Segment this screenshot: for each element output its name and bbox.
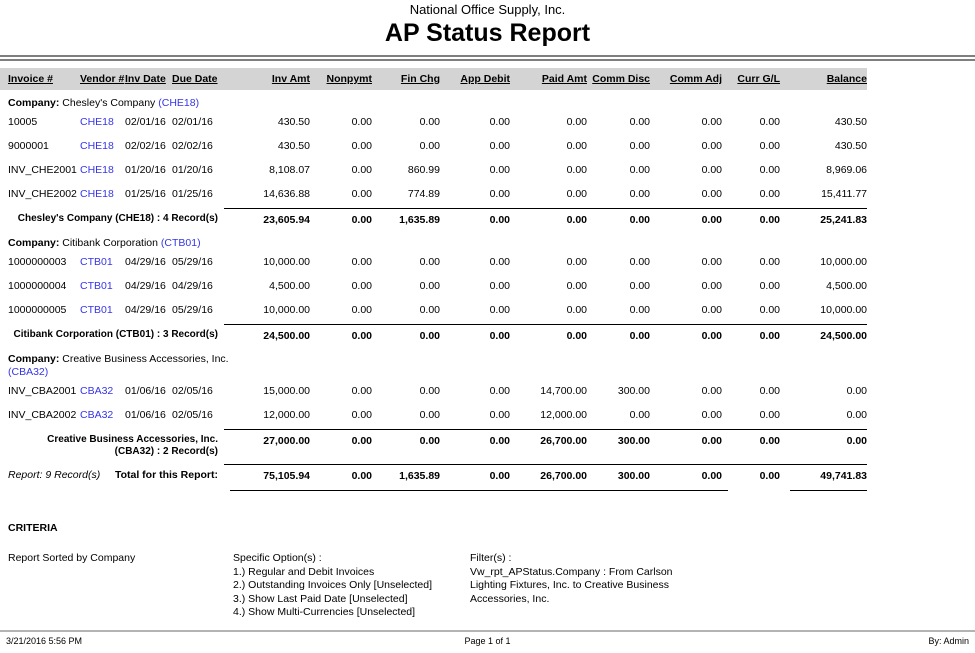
cell-balance: 430.50: [834, 140, 867, 152]
total-comm-adj: 0.00: [650, 429, 722, 451]
cell-comm-adj: 0.00: [701, 188, 722, 200]
cell-curr-gl: 0.00: [759, 164, 780, 176]
cell-due-date: 02/05/16: [172, 409, 213, 421]
cell-invoice: INV_CBA2001: [8, 385, 77, 397]
cell-inv-date: 04/29/16: [125, 280, 166, 292]
cell-due-date: 01/25/16: [172, 188, 213, 200]
cell-comm-adj: 0.00: [701, 140, 722, 152]
cell-due-date: 05/29/16: [172, 256, 213, 268]
total-app-debit: 0.00: [440, 429, 510, 451]
cell-inv-date: 01/06/16: [125, 409, 166, 421]
cell-inv-date: 01/06/16: [125, 385, 166, 397]
footer-datetime: 3/21/2016 5:56 PM: [6, 636, 83, 646]
criteria-filters: [470, 552, 700, 620]
cell-comm-disc: 0.00: [629, 140, 650, 152]
cell-comm-disc: 0.00: [629, 409, 650, 421]
cell-inv-amt: 430.50: [277, 116, 310, 128]
vendor-code-link[interactable]: CBA32: [80, 385, 114, 397]
total-comm-adj: 0.00: [650, 324, 722, 346]
cell-inv-amt: 10,000.00: [263, 256, 310, 268]
vendor-code-link[interactable]: CTB01: [80, 304, 113, 316]
cell-paid-amt: 0.00: [566, 256, 587, 268]
report-total-underline: [0, 486, 867, 498]
cell-curr-gl: 0.00: [759, 280, 780, 292]
total-app-debit: 0.00: [440, 208, 510, 230]
invoice-rows: [0, 250, 975, 322]
total-curr-gl: 0.00: [722, 324, 780, 346]
company-header: [0, 237, 262, 250]
cell-paid-amt: 0.00: [566, 116, 587, 128]
total-nonpymt: 0.00: [310, 429, 372, 451]
cell-balance: 10,000.00: [820, 304, 867, 316]
vendor-code-link[interactable]: CHE18: [80, 116, 114, 128]
cell-inv-date: 02/02/16: [125, 140, 166, 152]
cell-invoice: INV_CHE2002: [8, 188, 77, 200]
company-total-label: Citibank Corporation (CTB01) : 3 Record(s): [13, 329, 218, 340]
table-row: [0, 298, 867, 322]
cell-inv-date: 04/29/16: [125, 256, 166, 268]
cell-paid-amt: 0.00: [566, 304, 587, 316]
cell-invoice: INV_CHE2001: [8, 164, 77, 176]
total-fin-chg: 1,635.89: [372, 208, 440, 230]
invoice-rows: [0, 110, 975, 206]
column-header-balance: Balance: [826, 73, 867, 85]
cell-paid-amt: 14,700.00: [540, 385, 587, 397]
cell-paid-amt: 0.00: [566, 164, 587, 176]
column-header-invoice: Invoice #: [8, 73, 53, 85]
total-inv-amt: 23,605.94: [224, 208, 310, 230]
total-paid-amt: 26,700.00: [510, 429, 587, 451]
column-header-vendor: Vendor #: [80, 73, 125, 85]
cell-comm-adj: 0.00: [701, 409, 722, 421]
cell-balance: 0.00: [846, 409, 867, 421]
cell-fin-chg: 0.00: [419, 140, 440, 152]
criteria-options: [233, 552, 470, 620]
cell-fin-chg: 860.99: [407, 164, 440, 176]
cell-app-debit: 0.00: [489, 385, 510, 397]
cell-comm-adj: 0.00: [701, 164, 722, 176]
vendor-code-link[interactable]: CHE18: [80, 188, 114, 200]
cell-inv-amt: 15,000.00: [263, 385, 310, 397]
cell-app-debit: 0.00: [489, 140, 510, 152]
total-app-debit: 0.00: [440, 324, 510, 346]
company-total-row: [0, 208, 867, 230]
table-row: [0, 403, 867, 427]
cell-fin-chg: 0.00: [419, 385, 440, 397]
cell-curr-gl: 0.00: [759, 256, 780, 268]
column-header-curr-gl: Curr G/L: [737, 73, 780, 85]
cell-comm-adj: 0.00: [701, 304, 722, 316]
cell-balance: 10,000.00: [820, 256, 867, 268]
vendor-code-link[interactable]: CHE18: [80, 140, 114, 152]
report-header-company: National Office Supply, Inc.: [409, 2, 566, 17]
total-comm-adj: 0.00: [650, 464, 722, 486]
company-total-row: [0, 324, 867, 346]
criteria-heading: CRITERIA: [8, 522, 58, 534]
vendor-code-link[interactable]: CHE18: [80, 164, 114, 176]
report-record-count: Report: 9 Record(s): [8, 469, 101, 481]
cell-app-debit: 0.00: [489, 409, 510, 421]
cell-comm-disc: 0.00: [629, 188, 650, 200]
table-row: [0, 158, 867, 182]
total-fin-chg: 0.00: [372, 324, 440, 346]
cell-comm-adj: 0.00: [701, 280, 722, 292]
column-header-fin-chg: Fin Chg: [400, 73, 440, 85]
total-nonpymt: 0.00: [310, 464, 372, 486]
cell-invoice: 1000000004: [8, 280, 67, 292]
criteria-option: 2.) Outstanding Invoices Only [Unselected]: [233, 579, 433, 591]
company-label: Company:: [8, 237, 60, 249]
cell-inv-date: 01/25/16: [125, 188, 166, 200]
column-header-due-date: Due Date: [172, 73, 218, 85]
total-curr-gl: 0.00: [722, 464, 780, 486]
cell-nonpymt: 0.00: [351, 116, 372, 128]
criteria-filters-title: Filter(s) :: [470, 552, 512, 564]
cell-comm-disc: 300.00: [617, 385, 650, 397]
cell-comm-disc: 0.00: [629, 116, 650, 128]
cell-comm-disc: 0.00: [629, 280, 650, 292]
column-header-comm-disc: Comm Disc: [592, 73, 650, 85]
cell-due-date: 05/29/16: [172, 304, 213, 316]
total-fin-chg: 1,635.89: [372, 464, 440, 486]
table-row: [0, 250, 867, 274]
cell-app-debit: 0.00: [489, 164, 510, 176]
cell-invoice: INV_CBA2002: [8, 409, 77, 421]
footer-page-number: Page 1 of 1: [464, 636, 511, 646]
column-header-comm-adj: Comm Adj: [669, 73, 722, 85]
cell-fin-chg: 0.00: [419, 116, 440, 128]
cell-curr-gl: 0.00: [759, 385, 780, 397]
column-header-nonpymt: Nonpymt: [326, 73, 372, 85]
cell-curr-gl: 0.00: [759, 409, 780, 421]
company-code-link[interactable]: (CHE18): [158, 97, 200, 109]
cell-nonpymt: 0.00: [351, 256, 372, 268]
cell-due-date: 01/20/16: [172, 164, 213, 176]
total-inv-amt: 75,105.94: [224, 464, 310, 486]
cell-inv-amt: 4,500.00: [269, 280, 310, 292]
total-fin-chg: 0.00: [372, 429, 440, 451]
cell-invoice: 9000001: [8, 140, 49, 152]
company-name: Citibank Corporation: [62, 237, 158, 249]
cell-paid-amt: 12,000.00: [540, 409, 587, 421]
total-comm-adj: 0.00: [650, 208, 722, 230]
cell-nonpymt: 0.00: [351, 164, 372, 176]
cell-due-date: 02/02/16: [172, 140, 213, 152]
vendor-code-link[interactable]: CTB01: [80, 256, 113, 268]
cell-comm-disc: 0.00: [629, 256, 650, 268]
title-divider-rule: [0, 55, 975, 61]
company-code-link[interactable]: (CBA32): [8, 366, 49, 378]
column-header-paid-amt: Paid Amt: [541, 73, 587, 85]
cell-inv-amt: 430.50: [277, 140, 310, 152]
cell-inv-amt: 14,636.88: [263, 188, 310, 200]
total-curr-gl: 0.00: [722, 429, 780, 451]
total-nonpymt: 0.00: [310, 324, 372, 346]
table-row: [0, 182, 867, 206]
cell-comm-adj: 0.00: [701, 116, 722, 128]
cell-paid-amt: 0.00: [566, 280, 587, 292]
total-nonpymt: 0.00: [310, 208, 372, 230]
total-balance: 49,741.83: [780, 464, 867, 486]
cell-nonpymt: 0.00: [351, 385, 372, 397]
company-name: Chesley's Company: [62, 97, 156, 109]
criteria-option: 1.) Regular and Debit Invoices: [233, 565, 375, 578]
cell-nonpymt: 0.00: [351, 188, 372, 200]
cell-curr-gl: 0.00: [759, 116, 780, 128]
cell-nonpymt: 0.00: [351, 409, 372, 421]
table-row: [0, 134, 867, 158]
cell-app-debit: 0.00: [489, 304, 510, 316]
cell-comm-disc: 0.00: [629, 304, 650, 316]
cell-app-debit: 0.00: [489, 256, 510, 268]
column-header-inv-amt: Inv Amt: [271, 73, 310, 85]
report-total-label: Total for this Report:: [114, 469, 218, 481]
cell-fin-chg: 0.00: [419, 280, 440, 292]
cell-balance: 0.00: [846, 385, 867, 397]
cell-fin-chg: 0.00: [419, 256, 440, 268]
cell-curr-gl: 0.00: [759, 140, 780, 152]
column-header-inv-date: Inv Date: [125, 73, 166, 85]
cell-curr-gl: 0.00: [759, 188, 780, 200]
criteria-options-title: Specific Option(s) :: [233, 552, 322, 564]
cell-due-date: 02/01/16: [172, 116, 213, 128]
cell-inv-date: 04/29/16: [125, 304, 166, 316]
total-inv-amt: 24,500.00: [224, 324, 310, 346]
criteria-option: 4.) Show Multi-Currencies [Unselected]: [233, 606, 416, 618]
cell-fin-chg: 0.00: [419, 304, 440, 316]
total-comm-disc: 300.00: [587, 464, 650, 486]
table-row: [0, 274, 867, 298]
cell-inv-date: 01/20/16: [125, 164, 166, 176]
criteria-section: [0, 552, 975, 620]
company-label: Company:: [8, 353, 60, 365]
cell-invoice: 1000000003: [8, 256, 67, 268]
company-label: Company:: [8, 97, 60, 109]
cell-nonpymt: 0.00: [351, 304, 372, 316]
cell-fin-chg: 0.00: [419, 409, 440, 421]
criteria-option: 3.) Show Last Paid Date [Unselected]: [233, 592, 408, 605]
total-balance: 25,241.83: [780, 208, 867, 230]
cell-nonpymt: 0.00: [351, 280, 372, 292]
total-paid-amt: 0.00: [510, 208, 587, 230]
vendor-code-link[interactable]: CTB01: [80, 280, 113, 292]
criteria-sort-text: Report Sorted by Company: [8, 552, 136, 564]
cell-due-date: 04/29/16: [172, 280, 213, 292]
company-header: [0, 97, 262, 110]
total-comm-disc: 0.00: [587, 208, 650, 230]
total-comm-disc: 300.00: [587, 429, 650, 451]
table-header-row: [0, 68, 867, 90]
company-total-row: [0, 429, 867, 462]
table-row: [0, 110, 867, 134]
cell-curr-gl: 0.00: [759, 304, 780, 316]
cell-invoice: 1000000005: [8, 304, 67, 316]
cell-inv-amt: 10,000.00: [263, 304, 310, 316]
report-total-row: [0, 464, 867, 486]
cell-comm-adj: 0.00: [701, 256, 722, 268]
cell-balance: 8,969.06: [826, 164, 867, 176]
cell-app-debit: 0.00: [489, 116, 510, 128]
cell-fin-chg: 774.89: [407, 188, 440, 200]
vendor-code-link[interactable]: CBA32: [80, 409, 114, 421]
cell-inv-amt: 12,000.00: [263, 409, 310, 421]
cell-nonpymt: 0.00: [351, 140, 372, 152]
total-inv-amt: 27,000.00: [224, 429, 310, 451]
footer-user: By: Admin: [928, 636, 969, 646]
cell-paid-amt: 0.00: [566, 140, 587, 152]
cell-app-debit: 0.00: [489, 280, 510, 292]
cell-comm-adj: 0.00: [701, 385, 722, 397]
cell-invoice: 10005: [8, 116, 38, 128]
cell-inv-date: 02/01/16: [125, 116, 166, 128]
table-row: [0, 379, 867, 403]
report-title: AP Status Report: [384, 19, 591, 47]
company-header: [0, 353, 262, 379]
column-header-app-debit: App Debit: [460, 73, 510, 85]
report-total-labels: [0, 464, 224, 481]
total-paid-amt: 0.00: [510, 324, 587, 346]
page-footer: [0, 630, 975, 653]
total-app-debit: 0.00: [440, 464, 510, 486]
cell-balance: 15,411.77: [821, 188, 867, 200]
cell-balance: 4,500.00: [826, 280, 867, 292]
cell-app-debit: 0.00: [489, 188, 510, 200]
invoice-rows: [0, 379, 975, 427]
criteria-filters-text: Vw_rpt_APStatus.Company : From Carlson Lighting Fixtures, Inc. to Creative Business Accessories, Inc.: [470, 565, 673, 605]
total-balance: 0.00: [780, 429, 867, 451]
total-paid-amt: 26,700.00: [510, 464, 587, 486]
cell-due-date: 02/05/16: [172, 385, 213, 397]
total-comm-disc: 0.00: [587, 324, 650, 346]
total-balance: 24,500.00: [780, 324, 867, 346]
company-total-label: Chesley's Company (CHE18) : 4 Record(s): [17, 213, 218, 224]
company-total-label: Creative Business Accessories, Inc. (CBA32) : 2 Record(s): [47, 434, 218, 457]
cell-comm-disc: 0.00: [629, 164, 650, 176]
cell-balance: 430.50: [834, 116, 867, 128]
total-curr-gl: 0.00: [722, 208, 780, 230]
company-name: Creative Business Accessories, Inc.: [62, 353, 229, 365]
cell-paid-amt: 0.00: [566, 188, 587, 200]
cell-inv-amt: 8,108.07: [269, 164, 310, 176]
company-code-link[interactable]: (CTB01): [160, 237, 201, 249]
